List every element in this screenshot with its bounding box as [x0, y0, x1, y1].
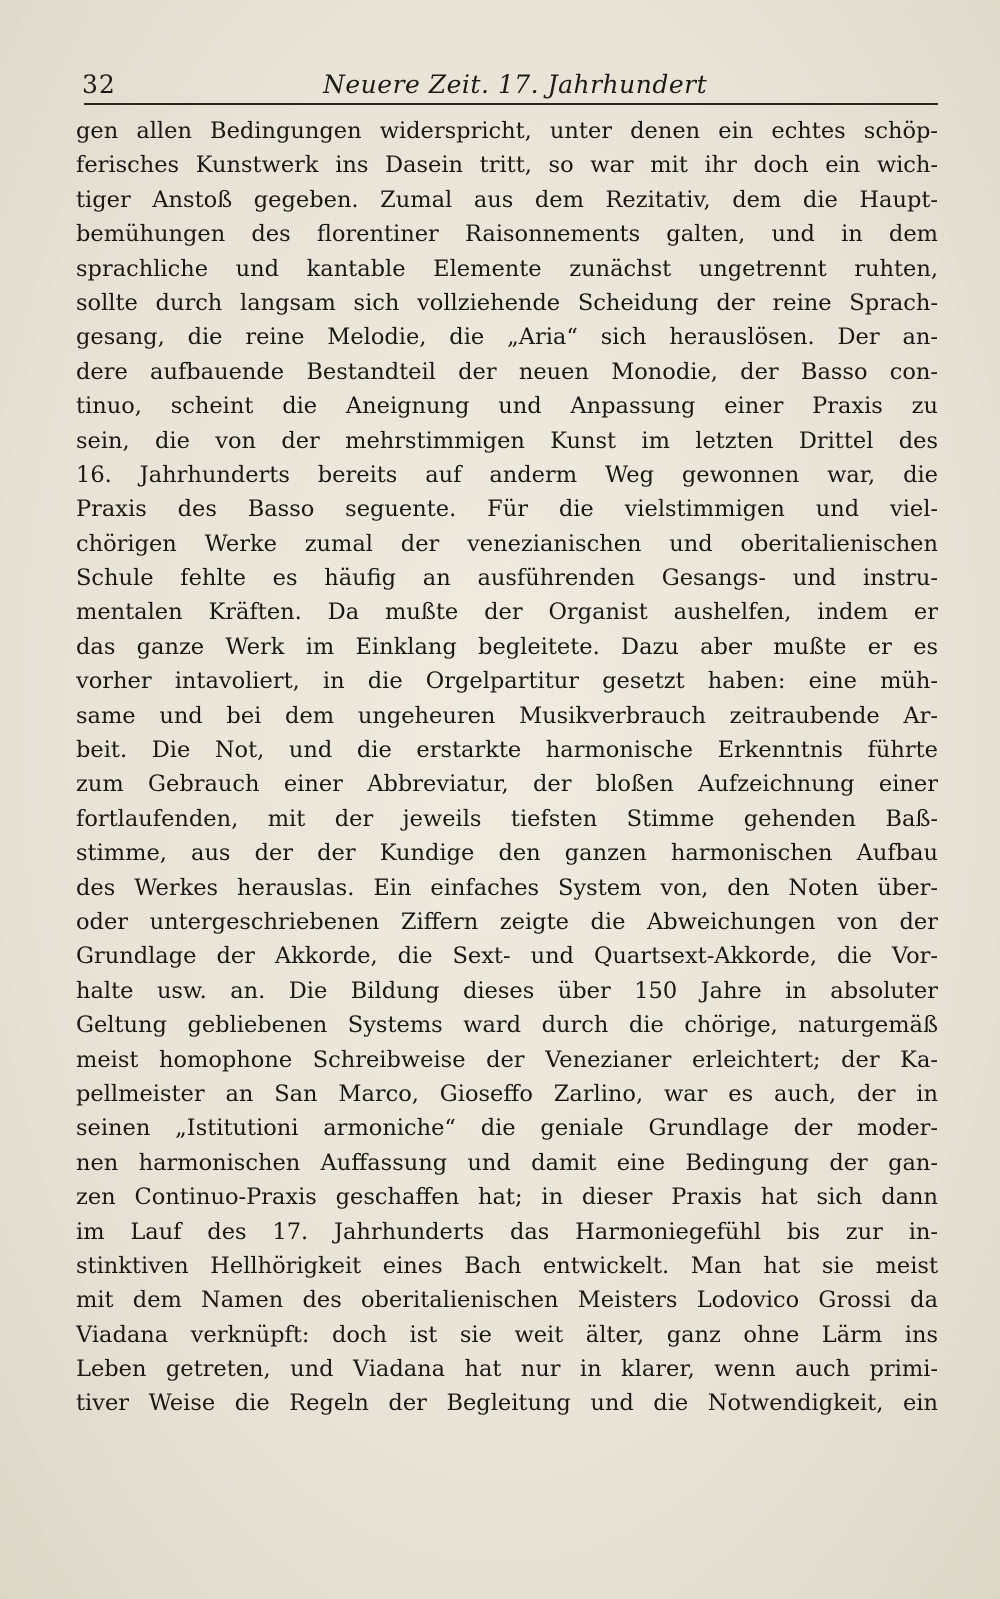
text-line: oder untergeschriebenen Ziffern zeigte die Abweichungen von der	[76, 908, 938, 935]
text-line: meist homophone Schreibweise der Venezianer erleichtert; der Ka-	[76, 1046, 938, 1073]
text-line: des Werkes herauslas. Ein einfaches System von, den Noten über-	[76, 874, 938, 901]
text-line: mentalen Kräften. Da mußte der Organist aushelfen, indem er	[76, 599, 938, 626]
running-head: Neuere Zeit. 17. Jahrhundert	[323, 70, 708, 99]
text-line: sein, die von der mehrstimmigen Kunst im letzten Drittel des	[76, 427, 938, 454]
text-line: bemühungen des florentiner Raisonnements galten, und in dem	[76, 221, 938, 248]
text-line: zen Continuo-Praxis geschaffen hat; in dieser Praxis hat sich dann	[76, 1184, 938, 1211]
text-line: im Lauf des 17. Jahrhunderts das Harmoniegefühl bis zur in-	[76, 1218, 938, 1245]
body-text	[76, 114, 938, 1421]
text-line: chörigen Werke zumal der venezianischen und oberitalienischen	[76, 530, 938, 557]
text-line: Grundlage der Akkorde, die Sext- und Quartsext-Akkorde, die Vor-	[76, 943, 938, 970]
text-line: tinuo, scheint die Aneignung und Anpassung einer Praxis zu	[76, 393, 938, 420]
page-number: 32	[82, 70, 116, 99]
text-line: Viadana verknüpft: doch ist sie weit älter, ganz ohne Lärm ins	[76, 1321, 938, 1348]
text-line: mit dem Namen des oberitalienischen Meisters Lodovico Grossi da	[76, 1287, 938, 1314]
text-line: sollte durch langsam sich vollziehende Scheidung der reine Sprach-	[76, 289, 938, 316]
text-line: Leben getreten, und Viadana hat nur in klarer, wenn auch primi-	[76, 1356, 938, 1383]
text-line: seinen „Istitutioni armoniche“ die geniale Grundlage der moder-	[76, 1115, 938, 1142]
text-line: beit. Die Not, und die erstarkte harmonische Erkenntnis führte	[76, 737, 938, 764]
text-line: tiger Anstoß gegeben. Zumal aus dem Rezitativ, dem die Haupt-	[76, 186, 938, 213]
text-line: gesang, die reine Melodie, die „Aria“ sich herauslösen. Der an-	[76, 324, 938, 351]
text-line: fortlaufenden, mit der jeweils tiefsten Stimme gehenden Baß-	[76, 805, 938, 832]
text-line: zum Gebrauch einer Abbreviatur, der bloßen Aufzeichnung einer	[76, 771, 938, 798]
text-line: nen harmonischen Auffassung und damit eine Bedingung der gan-	[76, 1149, 938, 1176]
text-line: sprachliche und kantable Elemente zunächst ungetrennt ruhten,	[76, 255, 938, 282]
text-line: halte usw. an. Die Bildung dieses über 150 Jahre in absoluter	[76, 977, 938, 1004]
header-rule	[84, 103, 938, 105]
text-line: stimme, aus der der Kundige den ganzen harmonischen Aufbau	[76, 840, 938, 867]
text-line: Praxis des Basso seguente. Für die vielstimmigen und viel-	[76, 496, 938, 523]
text-line: pellmeister an San Marco, Gioseffo Zarlino, war es auch, der in	[76, 1080, 938, 1107]
text-line: Geltung gebliebenen Systems ward durch die chörige, naturgemäß	[76, 1012, 938, 1039]
text-line: tiver Weise die Regeln der Begleitung und die Notwendigkeit, ein	[76, 1390, 938, 1417]
page-header	[76, 68, 938, 104]
text-line: vorher intavoliert, in die Orgelpartitur gesetzt haben: eine müh-	[76, 668, 938, 695]
text-line: ferisches Kunstwerk ins Dasein tritt, so war mit ihr doch ein wich-	[76, 152, 938, 179]
text-line: 16. Jahrhunderts bereits auf anderm Weg gewonnen war, die	[76, 461, 938, 488]
text-line: same und bei dem ungeheuren Musikverbrauch zeitraubende Ar-	[76, 702, 938, 729]
text-line: stinktiven Hellhörigkeit eines Bach entwickelt. Man hat sie meist	[76, 1252, 938, 1279]
text-line: Schule fehlte es häufig an ausführenden Gesangs- und instru-	[76, 565, 938, 592]
text-line: gen allen Bedingungen widerspricht, unter denen ein echtes schöp-	[76, 118, 938, 144]
text-line: dere aufbauende Bestandteil der neuen Monodie, der Basso con-	[76, 358, 938, 385]
text-line: das ganze Werk im Einklang begleitete. Dazu aber mußte er es	[76, 633, 938, 660]
